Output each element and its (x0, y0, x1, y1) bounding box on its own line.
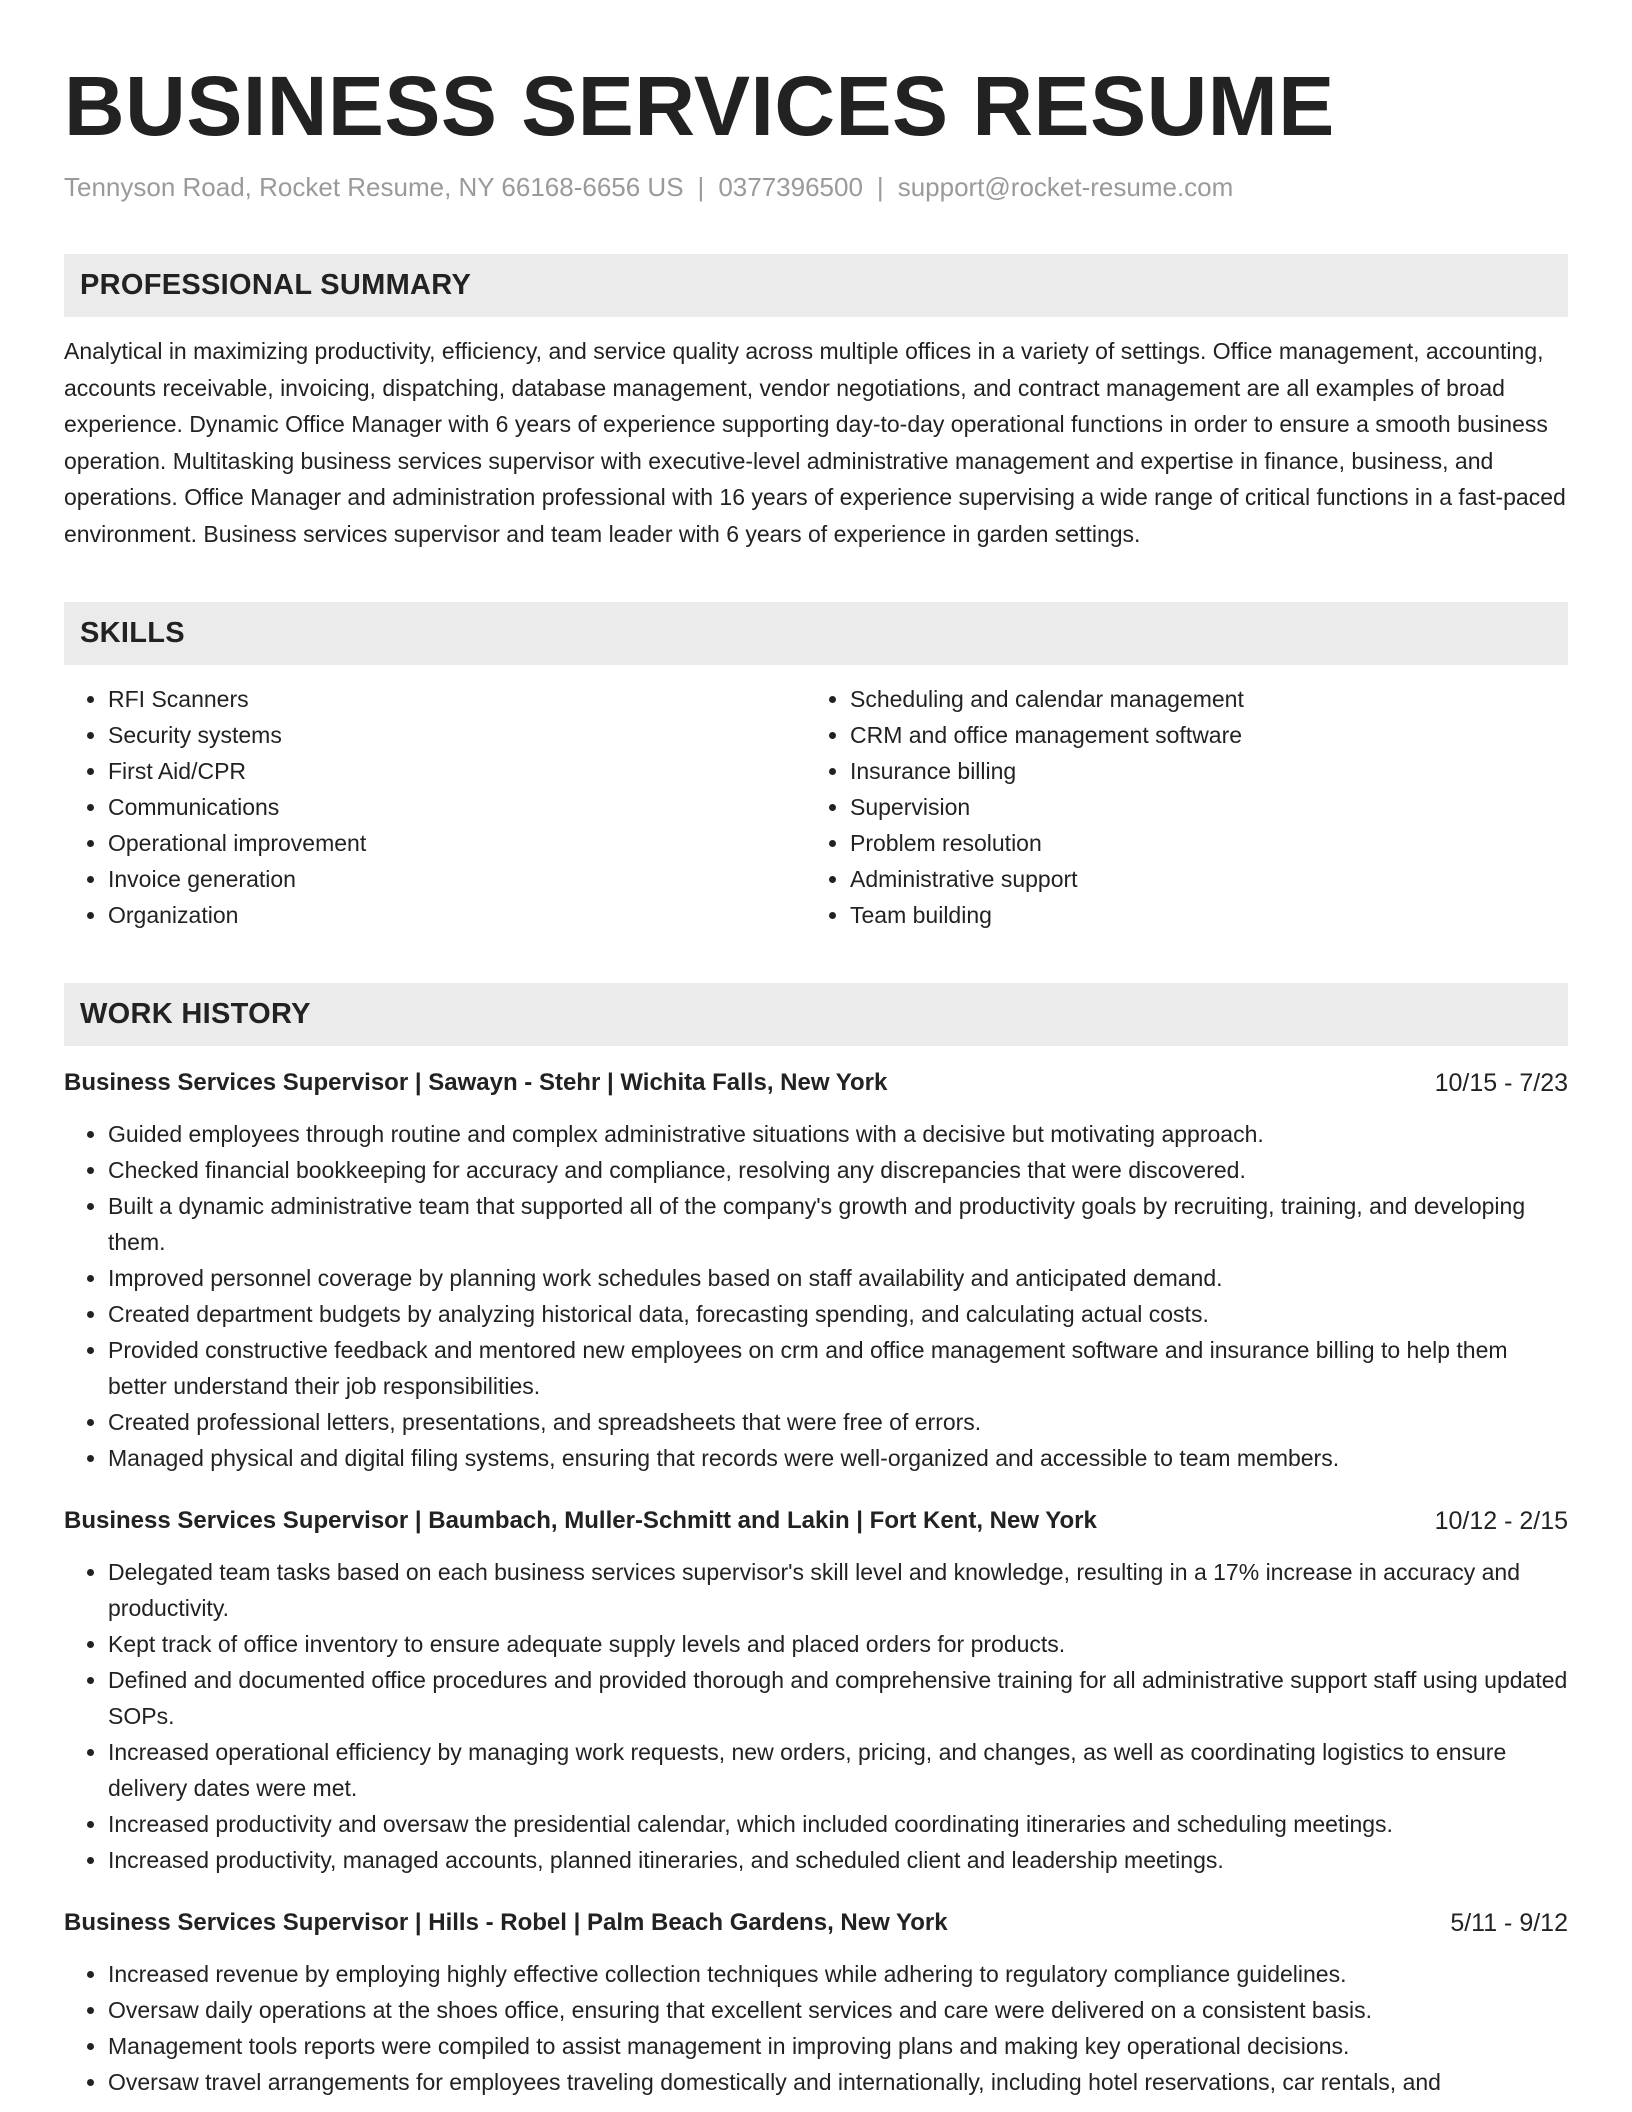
contact-separator: | (697, 172, 705, 202)
skill-item: • Organization (108, 897, 806, 933)
job-bullet: • Provided constructive feedback and mentored new employees on crm and office management software and insurance billing to help them better understand their job responsibilities. (108, 1332, 1568, 1404)
skill-item: • Security systems (108, 717, 806, 753)
job-bullet: • Increased productivity and oversaw the presidential calendar, which included coordinating itineraries and scheduling meetings. (108, 1806, 1568, 1842)
skills-column-right (806, 681, 1548, 933)
job-header (64, 1066, 1568, 1100)
job-title: Business Services Supervisor | Sawayn - Stehr | Wichita Falls, New York (64, 1069, 888, 1096)
skill-item: • CRM and office management software (850, 717, 1548, 753)
section-header-summary: PROFESSIONAL SUMMARY (64, 254, 1568, 317)
job-bullet: • Oversaw daily operations at the shoes office, ensuring that excellent services and care were delivered on a consistent basis. (108, 1992, 1568, 2028)
skill-item: • Invoice generation (108, 861, 806, 897)
skill-item: • Team building (850, 897, 1548, 933)
job-entry (64, 1066, 1568, 1476)
job-header (64, 1906, 1568, 1940)
job-bullet: • Defined and documented office procedures and provided thorough and comprehensive training for all administrative support staff using updated SOPs. (108, 1662, 1568, 1734)
job-bullet: • Guided employees through routine and complex administrative situations with a decisive but motivating approach. (108, 1116, 1568, 1152)
job-bullets (64, 1116, 1568, 1476)
skill-item: • First Aid/CPR (108, 753, 806, 789)
job-title: Business Services Supervisor | Baumbach, Muller-Schmitt and Lakin | Fort Kent, New York (64, 1507, 1097, 1534)
contact-address: Tennyson Road, Rocket Resume, NY 66168-6656 US (64, 172, 684, 202)
skill-item: • Problem resolution (850, 825, 1548, 861)
job-bullet: • Improved personnel coverage by planning work schedules based on staff availability and anticipated demand. (108, 1260, 1568, 1296)
job-bullet: • Kept track of office inventory to ensure adequate supply levels and placed orders for products. (108, 1626, 1568, 1662)
job-title: Business Services Supervisor | Hills - Robel | Palm Beach Gardens, New York (64, 1909, 948, 1936)
job-entry (64, 1906, 1568, 2100)
resume-title: BUSINESS SERVICES RESUME (64, 59, 1335, 153)
skill-item: • Supervision (850, 789, 1548, 825)
section-header-work-history: WORK HISTORY (64, 983, 1568, 1046)
job-bullet: • Built a dynamic administrative team that supported all of the company's growth and productivity goals by recruiting, training, and developing them. (108, 1188, 1568, 1260)
job-bullet: • Management tools reports were compiled to assist management in improving plans and making key operational decisions. (108, 2028, 1568, 2064)
skill-item: • Insurance billing (850, 753, 1548, 789)
job-bullet: • Checked financial bookkeeping for accuracy and compliance, resolving any discrepancies that were discovered. (108, 1152, 1568, 1188)
job-bullet: • Managed physical and digital filing systems, ensuring that records were well-organized and accessible to team members. (108, 1440, 1568, 1476)
job-bullet: • Created professional letters, presentations, and spreadsheets that were free of errors. (108, 1404, 1568, 1440)
job-dates: 10/12 - 2/15 (1434, 1507, 1568, 1535)
resume-page (64, 0, 1568, 2100)
contact-separator: | (876, 172, 884, 202)
skills-list (64, 681, 1568, 933)
job-bullet: • Oversaw travel arrangements for employees traveling domestically and internationally, including hotel reservations, car rentals, and (108, 2064, 1568, 2100)
job-bullet: • Increased operational efficiency by managing work requests, new orders, pricing, and changes, as well as coordinating logistics to ensure delivery dates were met. (108, 1734, 1568, 1806)
skill-item: • Operational improvement (108, 825, 806, 861)
job-bullet: • Increased revenue by employing highly effective collection techniques while adhering to regulatory compliance guidelines. (108, 1956, 1568, 1992)
summary-text: Analytical in maximizing productivity, efficiency, and service quality across multiple offices in a variety of settings. Office management, accounting, accounts receivable, invoicing, dispatching, database management, vendor negotiations, and contract management are all examples of broad experience. Dynamic Office Manager with 6 years of experience supporting day-to-day operational functions in order to ensure a smooth business operation. Multitasking business services supervisor with executive-level administrative management and expertise in finance, business, and operations. Office Manager and administration professional with 16 years of experience supervising a wide range of critical functions in a fast-paced environment. Business services supervisor and team leader with 6 years of experience in garden settings. (64, 338, 1566, 547)
job-bullet: • Delegated team tasks based on each business services supervisor's skill level and knowledge, resulting in a 17% increase in accuracy and productivity. (108, 1554, 1568, 1626)
contact-phone: 0377396500 (718, 172, 863, 202)
skills-column-left (64, 681, 806, 933)
skill-item: • Scheduling and calendar management (850, 681, 1548, 717)
job-dates: 5/11 - 9/12 (1450, 1909, 1568, 1937)
job-bullets (64, 1956, 1568, 2100)
section-header-skills: SKILLS (64, 602, 1568, 665)
skill-item: • Communications (108, 789, 806, 825)
skill-item: • Administrative support (850, 861, 1548, 897)
job-bullet: • Increased productivity, managed accounts, planned itineraries, and scheduled client and leadership meetings. (108, 1842, 1568, 1878)
job-bullets (64, 1554, 1568, 1878)
contact-line (64, 170, 1568, 204)
job-entry (64, 1504, 1568, 1878)
skill-item: • RFI Scanners (108, 681, 806, 717)
job-bullet: • Created department budgets by analyzing historical data, forecasting spending, and calculating actual costs. (108, 1296, 1568, 1332)
job-header (64, 1504, 1568, 1538)
job-dates: 10/15 - 7/23 (1434, 1069, 1568, 1097)
contact-email: support@rocket-resume.com (897, 172, 1234, 202)
